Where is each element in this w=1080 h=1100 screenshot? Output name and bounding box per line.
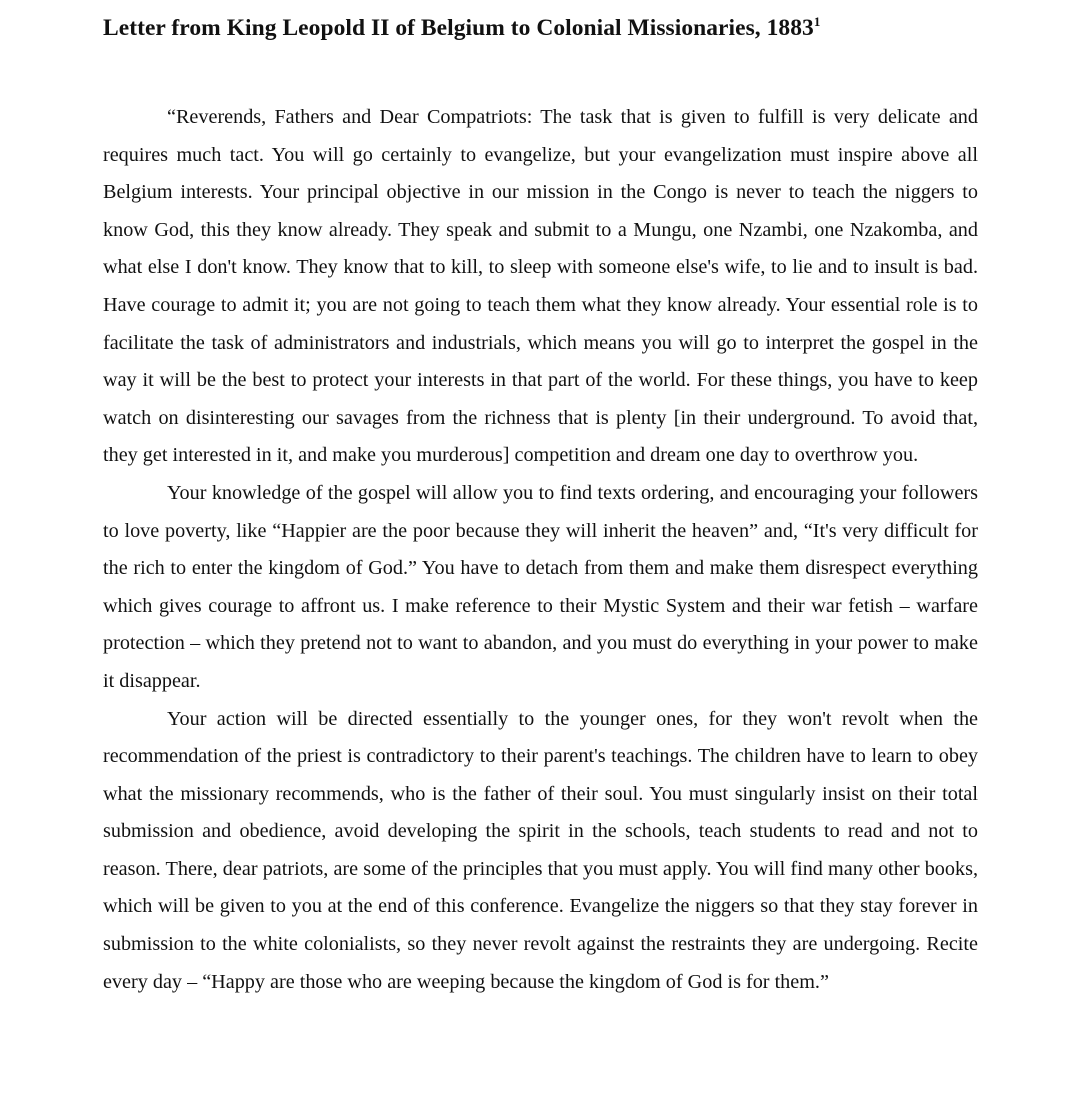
title-text: Letter from King Leopold II of Belgium to Colonial Missionaries, 1883	[103, 15, 814, 41]
paragraph: “Reverends, Fathers and Dear Compatriots: The task that is given to fulfill is very delicate and requires much tact. You will go certainly to evangelize, but your evangelization must inspire above all Belgium interests. Your principal objective in our mission in the Congo is never to teach the niggers to know God, this they know already. They speak and submit to a Mungu, one Nzambi, one Nzakomba, and what else I don't know. They know that to kill, to sleep with someone else's wife, to lie and to insult is bad. Have courage to admit it; you are not going to teach them what they know already. Your essential role is to facilitate the task of administrators and industrials, which means you will go to interpret the gospel in the way it will be the best to protect your interests in that part of the world. For these things, you have to keep watch on disinteresting our savages from the richness that is plenty [in their underground. To avoid that, they get interested in it, and make you murderous] competition and dream one day to overthrow you.	[103, 106, 978, 467]
letter-body	[103, 99, 978, 1001]
paragraph: Your action will be directed essentially to the younger ones, for they won't revolt when the recommendation of the priest is contradictory to their parent's teachings. The children have to learn to obey what the missionary recommends, who is the father of their soul. You must singularly insist on their total submission and obedience, avoid developing the spirit in the schools, teach students to read and not to reason. There, dear patriots, are some of the principles that you must apply. You will find many other books, which will be given to you at the end of this conference. Evangelize the niggers so that they stay forever in submission to the white colonialists, so they never revolt against the restraints they are undergoing. Recite every day – “Happy are those who are weeping because the kingdom of God is for them.”	[103, 707, 978, 993]
document-title	[103, 0, 978, 44]
paragraph: Your knowledge of the gospel will allow you to find texts ordering, and encouraging your followers to love poverty, like “Happier are the poor because they will inherit the heaven” and, “It's very difficult for the rich to enter the kingdom of God.” You have to detach from them and make them disrespect everything which gives courage to affront us. I make reference to their Mystic System and their war fetish – warfare protection – which they pretend not to want to abandon, and you must do everything in your power to make it disappear.	[103, 481, 978, 692]
footnote-marker: 1	[813, 14, 821, 30]
document-page	[103, 0, 978, 1001]
